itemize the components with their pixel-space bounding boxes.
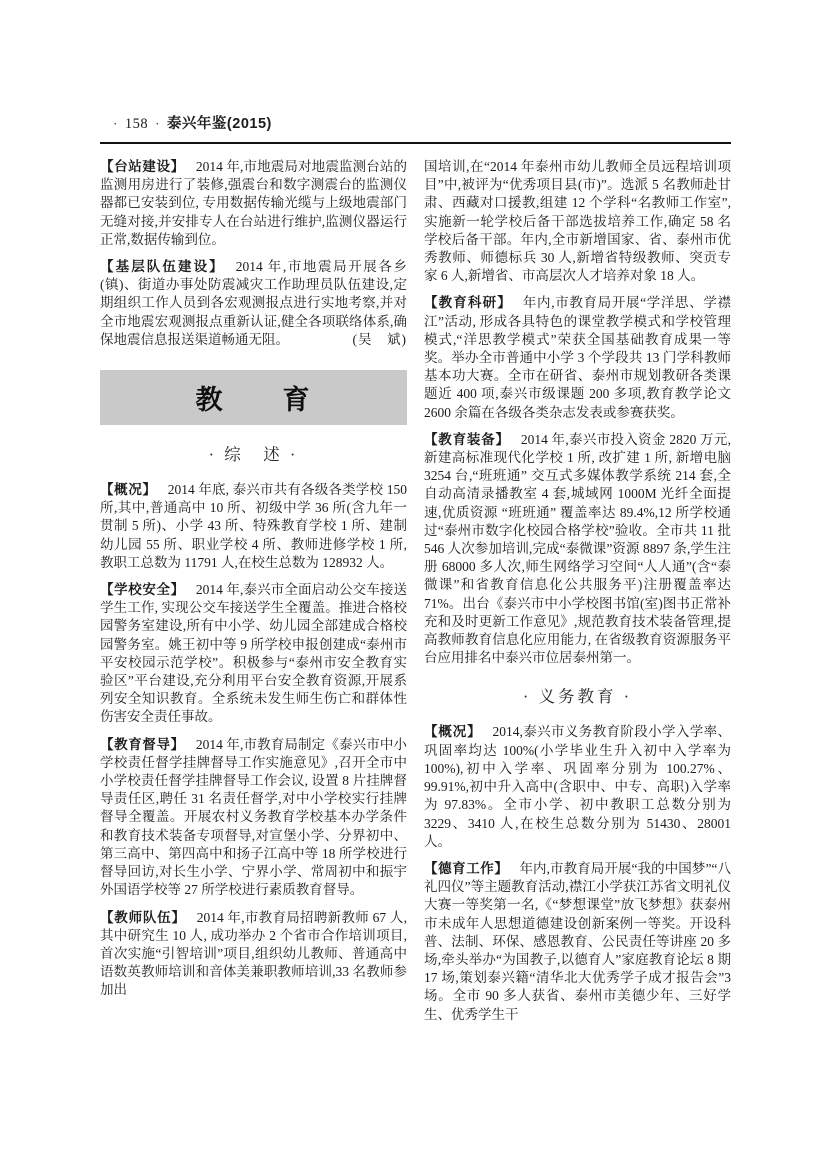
entry-compulsory-general-situation <box>424 723 731 850</box>
chapter-banner-label: 教 育 <box>195 385 312 416</box>
entry-school-safety <box>100 581 407 727</box>
entry-text: 2014 年底, 泰兴市共有各级各类学校 150 所,其中,普通高中 10 所、初级中学 36 所(含九年一贯制 5 所)、小学 43 所、特殊教育学校 1 所、建制幼儿园 55 所、职业学校 4 所、教师进修学校 1 所,教职工总数为 11791 人,在校生总数为 128932 人。 <box>100 482 407 570</box>
entry-tag: 【概况】 <box>100 482 157 498</box>
entry-tag: 【台站建设】 <box>100 159 185 174</box>
header-rule <box>100 142 731 144</box>
two-column-body <box>100 158 731 1033</box>
entry-tag: 【教育科研】 <box>424 295 512 311</box>
entry-teacher-workforce-continuation <box>424 158 731 285</box>
entry-tag: 【德育工作】 <box>424 860 509 876</box>
entry-text: 2014 年,泰兴市全面启动公交车接送学生工作, 实现公交车接送学生全覆盖。推进合格校园警务室建设,所有中小学、幼儿园全部建成合格校园警务室。姚王初中等 9 所学校申报创建成“泰州市平安校园示范学校”。积极参与“泰州市安全教育实验区”平台建设,充分利用平台安全教育资源,开展系列安全知识教育。全系统未发生师生伤亡和群体性伤害安全责任事故。 <box>100 582 408 725</box>
dot-separator: · <box>113 116 118 131</box>
dot-separator: · <box>155 116 160 131</box>
entry-tag: 【教育装备】 <box>424 431 510 447</box>
left-column <box>100 158 407 1033</box>
section-header-compulsory-education: · 义务教育 · <box>522 687 633 707</box>
entry-education-supervision <box>100 736 407 900</box>
entry-moral-education <box>424 860 731 1024</box>
section-header-overview: · 综 述 · <box>208 445 299 465</box>
entry-text: 2014,泰兴市义务教育阶段小学入学率、巩固率均达 100%(小学毕业生升入初中入学率为100%),初中入学率、巩固率分别为 100.27%、99.91%,初中升入高中(含职中、中专、高职)入学率为 97.83%。全市小学、初中教职工总数分别为 3229、3410 人,在校生总数分别为 51430、28001 人。 <box>424 724 731 849</box>
right-column <box>424 158 731 1033</box>
entry-teacher-workforce <box>100 909 407 1000</box>
entry-text: 2014 年,市教育局招聘新教师 67 人,其中研究生 10 人, 成功举办 2 个省市合作培训项目,首次实施“引智培训”项目,组织幼儿教师、普通高中语数英教师培训和音体美兼职教师培训,33 名教师参加出 <box>100 909 407 998</box>
page-number: 158 <box>124 116 149 132</box>
entry-text: 2014 年,市地震局开展各乡(镇)、街道办事处防震减灾工作助理员队伍建设,定期组织工作人员到各宏观测报点进行实地考察,并对全市地震宏观测报点重新认证,健全各项联络体系,确保地震信息报送渠道畅通无阻。 <box>100 259 408 347</box>
entry-tag: 【概况】 <box>424 724 482 740</box>
entry-tag: 【教师队伍】 <box>100 909 186 925</box>
entry-text: 国培训,在“2014 年泰州市幼儿教师全员远程培训项目”中,被评为“优秀项目县(市)”。选派 5 名教师赴甘肃、西藏对口援教,组建 12 个学科“名教师工作室”,实施新一轮学校后备干部选拔培养工作,确定 58 名学校后备干部。年内,全市新增国家、省、泰州市优秀教师、师德标兵 30 人,新增省特级教师、突贡专家 6 人,新增省、市高层次人才培养对象 18 人。 <box>424 159 731 284</box>
entry-tag: 【教育督导】 <box>100 736 185 752</box>
author-signature: (吴 斌) <box>352 331 407 347</box>
entry-text: 2014 年,泰兴市投入资金 2820 万元,新建高标准现代化学校 1 所, 改扩建 1 所, 新增电脑 3254 台,“班班通” 交互式多媒体教学系统 214 套,全自动高清录播教室 4 套,城域网 1000M 光纤全面提速,优质资源 “班班通” 覆盖率达 89.4%,12 所学校通过“泰州市数字化校园合格学校”验收。全市共 11 批 546 人次参加培训,完成“泰微课”资源 8897 条,学生注册 68000 多人次,师生网络学习空间“人人通”(含“泰微课”和省教育信息化公共服务平)注册覆盖率达 71%。出台《泰兴市中小学校图书馆(室)图书正常补充和及时更新工作意见》,规范教育技术装备管理,提高教师教育信息化应用能力, 在省级教育资源服务平台应用排名中泰兴市位居泰州第一。 <box>424 431 732 666</box>
entry-grassroots-team <box>100 258 407 349</box>
chapter-banner-education <box>100 370 407 425</box>
entry-general-situation <box>100 481 407 572</box>
book-title: 泰兴年鉴(2015) <box>166 116 272 132</box>
entry-tag: 【基层队伍建设】 <box>100 259 225 275</box>
entry-tag: 【学校安全】 <box>100 582 185 598</box>
entry-station-construction <box>100 158 407 249</box>
entry-text: 2014 年,市地震局对地震监测台站的监测用房进行了装修,强震台和数字测震台的监测仪器都已安装到位, 专用数据传输光缆与上级地震部门无缝对接,并安排专人在台站进行维护,监测仪器运行正常,数据传输到位。 <box>100 159 408 247</box>
entry-text: 2014 年,市教育局制定《泰兴市中小学校责任督学挂牌督导工作实施意见》,召开全市中小学校责任督学挂牌督导工作会议, 设置 8 片挂牌督导责任区,聘任 31 名责任督学,对中小学校实行挂牌督导全覆盖。开展农村义务教育学校基本办学条件和教育技术装备专项督导,对宣堡小学、分界初中、第三高中、第四高中和扬子江高中等 18 所学校进行督导回访,对长生小学、宁界小学、常周初中和振宇外国语学校等 27 所学校进行素质教育督导。 <box>100 736 408 898</box>
entry-text: 年内,市教育局开展“学洋思、学襟江”活动, 形成各具特色的课堂教学模式和学校管理模式,“洋思教学模式”荣获全国基础教育成果一等奖。举办全市普通中小学 3 个学段共 13 门学科教师基本功大赛。全市在研省、泰州市规划教研各类课题近 400 项,泰兴市级课题 200 多项,教育教学论文 2600 余篇在各级各类杂志发表或参赛获奖。 <box>424 295 732 420</box>
running-head <box>100 112 731 142</box>
entry-text: 年内,市教育局开展“我的中国梦”“八礼四仪”等主题教育活动,襟江小学获江苏省文明礼仪大赛一等奖第一名,《“梦想课堂”放飞梦想》获泰州市未成年人思想道德建设创新案例一等奖。开设科普、法制、环保、感恩教育、公民责任等讲座 20 多场,牵头举办“为国教子,以德育人”家庭教育论坛 8 期 17 场,策划泰兴籍“清华北大优秀学子成才报告会”3 场。全市 90 多人获省、泰州市美德少年、三好学生、优秀学生干 <box>424 860 731 1022</box>
entry-education-research <box>424 294 731 421</box>
entry-education-equipment <box>424 431 731 668</box>
